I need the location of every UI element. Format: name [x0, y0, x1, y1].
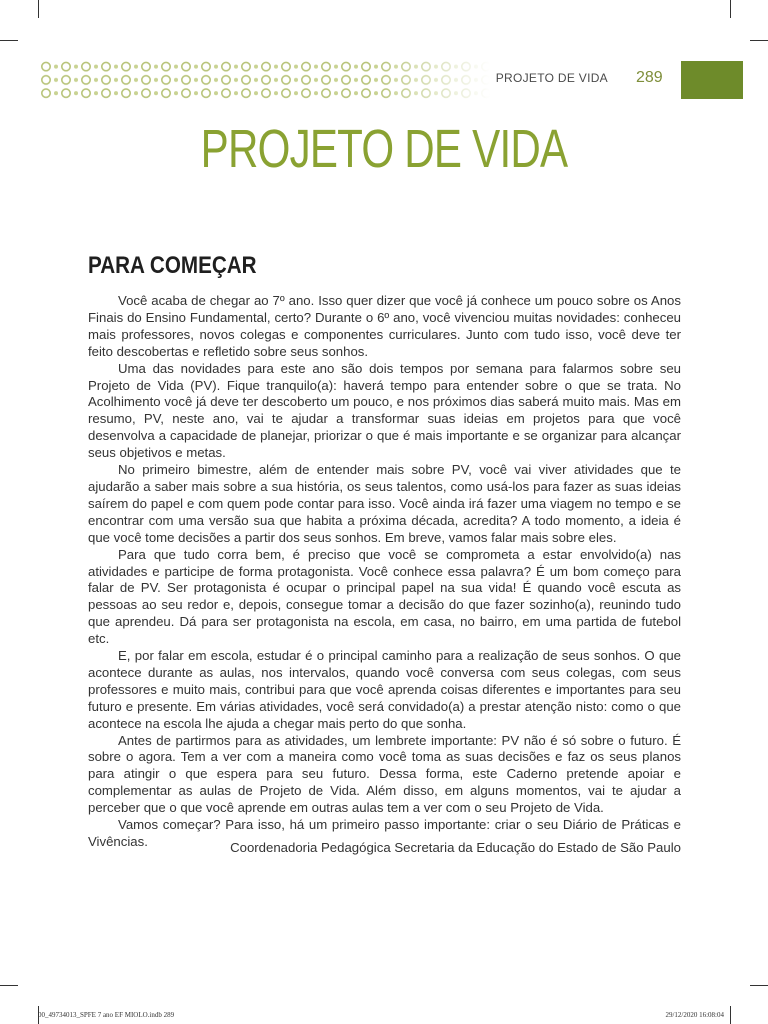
paragraph: E, por falar em escola, estudar é o principal caminho para a realização de seus sonhos. O que acontece durante as aulas, nos intervalos, quando você conversa com seus colegas, com seus professores e muito mais, contribui para que você aprenda coisas diferentes e importantes para seu futuro e presente. Em várias atividades, você será convidado(a) a prestar atenção nisto: como o que acontece na escola lhe ajuda a chegar mais perto do que sonha.	[88, 648, 681, 731]
crop-mark	[730, 0, 731, 18]
paragraph: Uma das novidades para este ano são dois tempos por semana para falarmos sobre seu Projeto de Vida (PV). Fique tranquilo(a): haverá tempo para entender sobre o que se trata. No Acolhimento você já deve ter descoberto um pouco, e nos próximos dias saberá muito mais. Mas em resumo, PV, neste ano, vai te ajudar a transformar suas ideias em projetos para que você desenvolva a capacidade de planejar, priorizar o que é mais importante e se organizar para alcançar seus objetivos e metas.	[88, 360, 681, 461]
paragraph: Vamos começar? Para isso, há um primeiro passo importante: criar o seu Diário de Práticas e Vivências.	[88, 817, 681, 849]
paragraph: Para que tudo corra bem, é preciso que você se comprometa a estar envolvido(a) nas atividades e participe de forma protagonista. Você conhece essa palavra? É um bom começo para falar de PV. Ser protagonista é ocupar o principal papel na sua vida! É quando você escuta as pessoas ao seu redor e, depois, consegue tomar a decisão do que fazer sozinho(a), reunindo tudo que aprendeu. Dá para ser protagonista na escola, em casa, no bairro, em uma partida de futebol etc.	[88, 546, 681, 647]
page-title: PROJETO DE VIDA	[200, 119, 568, 179]
paragraph: Você acaba de chegar ao 7º ano. Isso quer dizer que você já conhece um pouco sobre os Anos Finais do Ensino Fundamental, certo? Durante o 6º ano, você vivenciou muitas novidades: conheceu mais professores, novos colegas e componentes curriculares. Junto com tudo isso, você deve ter feito descobertas e refletido sobre seus sonhos.	[88, 293, 681, 359]
decorative-pattern	[40, 60, 490, 100]
paragraph: No primeiro bimestre, além de entender mais sobre PV, você vai viver atividades que te ajudarão a saber mais sobre a sua história, os seus talentos, como usá-los para fazer as suas ideias saírem do papel e com quem pode contar para isso. Você ainda irá fazer uma viagem no tempo e se encontrar com uma versão sua que habita a próxima década, acredita? A todo momento, a ideia é que você tome decisões a partir dos seus sonhos. Em breve, vamos falar mais sobre eles.	[88, 462, 681, 545]
body-text	[88, 293, 681, 851]
crop-mark	[730, 1006, 731, 1024]
crop-mark	[38, 0, 39, 18]
footer-file-info: 00_49734013_SPFE 7 ano EF MIOLO.indb 289	[38, 1011, 175, 1019]
running-head: PROJETO DE VIDA	[495, 71, 608, 85]
crop-mark	[0, 985, 18, 986]
page-number: 289	[636, 69, 663, 86]
footer-timestamp: 29/12/2020 16:08:04	[665, 1011, 724, 1019]
crop-mark	[0, 40, 18, 41]
section-title: PARA COMEÇAR	[88, 252, 257, 279]
signature: Coordenadoria Pedagógica Secretaria da Educação do Estado de São Paulo	[230, 840, 681, 855]
crop-mark	[750, 40, 768, 41]
section-color-tab	[681, 61, 743, 99]
paragraph: Antes de partirmos para as atividades, um lembrete importante: PV não é só sobre o futuro. É sobre o agora. Tem a ver com a maneira como você toma as suas decisões e faz os seus planos para atingir o que espera para seu futuro. Dessa forma, este Caderno pretende apoiar e complementar as aulas de Projeto de Vida. Além disso, em alguns momentos, vai te ajudar a perceber que o que você aprende em outras aulas tem a ver com o seu Projeto de Vida.	[88, 732, 681, 816]
crop-mark	[750, 985, 768, 986]
